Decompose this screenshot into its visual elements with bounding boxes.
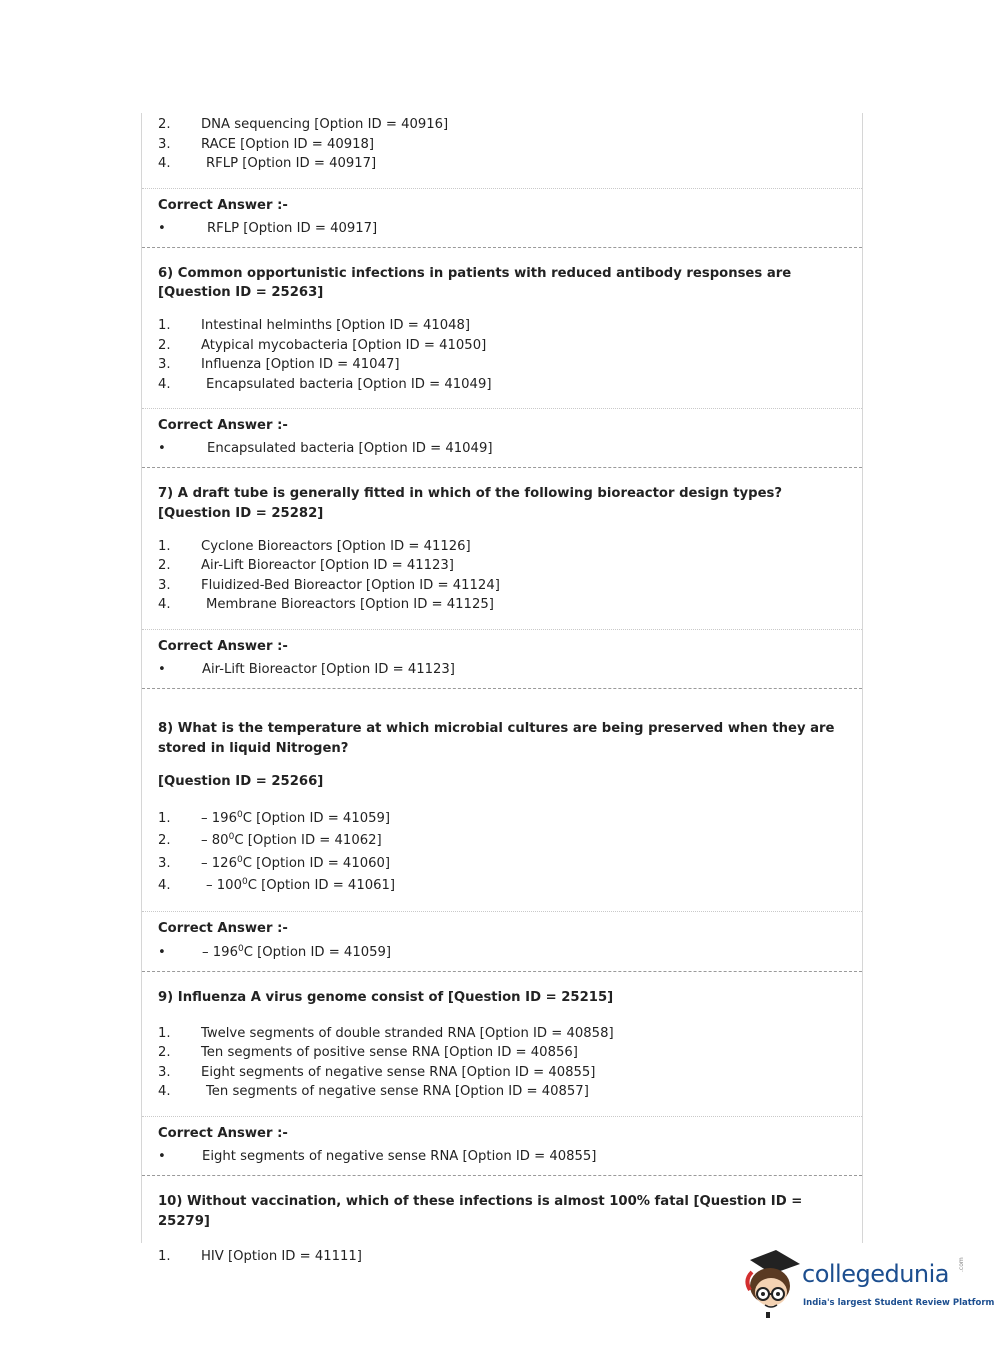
- logo-tagline: India's largest Student Review Platform: [803, 1298, 995, 1308]
- q5-options: [142, 113, 862, 174]
- option-item: 3. Influenza [Option ID = 41047]: [158, 357, 400, 373]
- question-divider: [142, 1175, 862, 1176]
- correct-answer-row: • – $196^0C$ [Option ID = 41059]: [158, 944, 392, 961]
- option-item: 1. Cyclone Bioreactors [Option ID = 41126]: [158, 538, 471, 554]
- question-7-title: 7) A draft tube is generally fitted in which of the following bioreactor design types? [Question ID = 25282]: [158, 486, 783, 521]
- correct-answer-block: [142, 409, 862, 460]
- mascot-icon: [742, 1250, 804, 1320]
- question-8-id: [Question ID = 25266]: [158, 774, 324, 790]
- correct-answer-label: Correct Answer :-: [158, 921, 288, 937]
- correct-answer-label: Correct Answer :-: [158, 418, 288, 434]
- logo-com: .com: [958, 1257, 965, 1272]
- question-6-title: 6) Common opportunistic infections in patients with reduced antibody responses are [Question ID = 25263]: [158, 265, 792, 301]
- q9-options: [142, 1021, 862, 1102]
- option-item: 1. – $196^0C$ [Option ID = 41059]: [158, 809, 391, 826]
- correct-answer-block: [142, 189, 862, 240]
- correct-answer-row: • RFLP [Option ID = 40917]: [158, 220, 378, 236]
- question-page: [141, 113, 863, 1265]
- correct-answer-label: Correct Answer :-: [158, 1126, 288, 1142]
- option-item: 4. Ten segments of negative sense RNA [Option ID = 40857]: [158, 1084, 589, 1100]
- option-item: 1. Intestinal helminths [Option ID = 41048]: [158, 317, 471, 333]
- correct-answer-label: Correct Answer :-: [158, 197, 288, 213]
- option-item: 4. RFLP [Option ID = 40917]: [158, 156, 377, 172]
- question-divider: [142, 247, 862, 248]
- collegedunia-logo: [742, 1250, 995, 1320]
- logo-wordmark: collegedunia: [802, 1260, 950, 1288]
- option-item: 1. HIV [Option ID = 41111]: [158, 1249, 362, 1265]
- question-8-title: 8) What is the temperature at which microbial cultures are being preserved when they are stored in liquid Nitrogen?: [158, 720, 835, 756]
- option-item: 3. RACE [Option ID = 40918]: [158, 136, 375, 152]
- option-item: 2. DNA sequencing [Option ID = 40916]: [158, 117, 449, 132]
- question-9-title: 9) Influenza A virus genome consist of [Question ID = 25215]: [158, 990, 614, 1006]
- question-10-title: 10) Without vaccination, which of these infections is almost 100% fatal [Question ID = 25279]: [158, 1194, 803, 1229]
- option-item: 2. Air-Lift Bioreactor [Option ID = 41123]: [158, 558, 454, 574]
- option-item: 2. – $80^0C$ [Option ID = 41062]: [158, 832, 382, 849]
- question-divider: [142, 688, 862, 689]
- option-item: 2. Ten segments of positive sense RNA [Option ID = 40856]: [158, 1045, 578, 1061]
- correct-answer-block: [142, 912, 862, 964]
- correct-answer-row: • Eight segments of negative sense RNA [Option ID = 40855]: [158, 1149, 597, 1165]
- option-item: 3. – $126^0C$ [Option ID = 41060]: [158, 854, 391, 871]
- q7-options: [142, 534, 862, 615]
- correct-answer-row: • Air-Lift Bioreactor [Option ID = 41123]: [158, 661, 455, 677]
- correct-answer-block: [142, 1117, 862, 1168]
- option-item: 3. Eight segments of negative sense RNA [Option ID = 40855]: [158, 1064, 596, 1080]
- correct-answer-label: Correct Answer :-: [158, 638, 288, 654]
- question-divider: [142, 971, 862, 972]
- option-item: 4. – $100^0C$ [Option ID = 41061]: [158, 877, 396, 894]
- correct-answer-row: • Encapsulated bacteria [Option ID = 41049]: [158, 441, 493, 457]
- option-item: 1. Twelve segments of double stranded RNA [Option ID = 40858]: [158, 1025, 614, 1041]
- q8-options: [142, 805, 862, 898]
- question-divider: [142, 467, 862, 468]
- q6-options: [142, 313, 862, 394]
- option-item: 3. Fluidized-Bed Bioreactor [Option ID = 41124]: [158, 577, 500, 593]
- option-item: 4. Encapsulated bacteria [Option ID = 41049]: [158, 376, 492, 392]
- option-item: 4. Membrane Bioreactors [Option ID = 41125]: [158, 597, 494, 613]
- correct-answer-block: [142, 630, 862, 681]
- option-item: 2. Atypical mycobacteria [Option ID = 41050]: [158, 337, 487, 353]
